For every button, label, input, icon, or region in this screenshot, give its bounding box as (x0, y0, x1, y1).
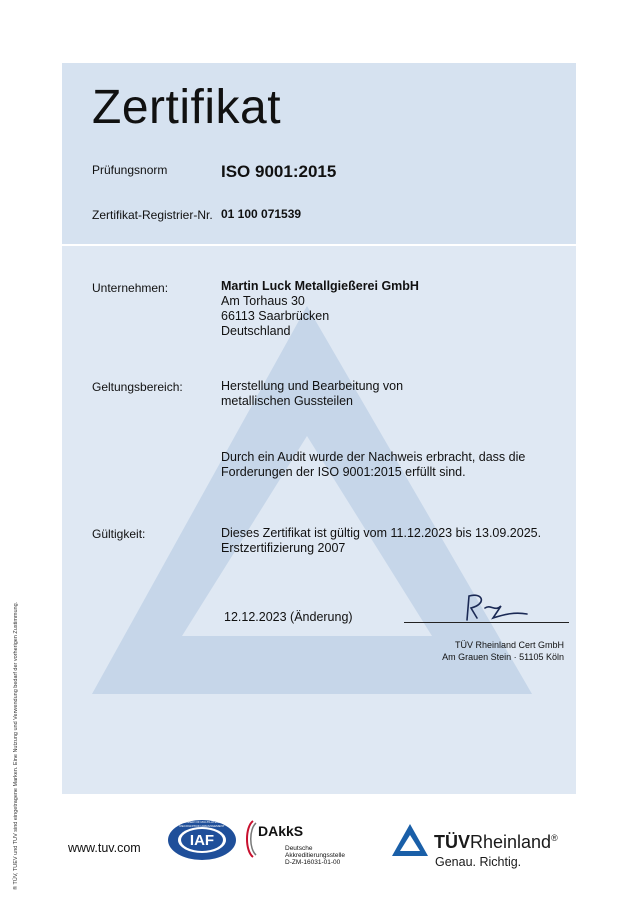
trademark-note: ® TÜV, TUEV und TUV sind eingetragene Marken. Eine Nutzung und Verwendung bedarf der vorherigen Zustimmung. (13, 601, 19, 890)
dakks-line-2: Akkreditierungsstelle (285, 852, 345, 859)
dakks-wordmark: DAkkS (258, 823, 304, 839)
norm-label: Prüfungsnorm (92, 163, 168, 177)
validity-line-2: Erstzertifizierung 2007 (221, 541, 346, 555)
dakks-mark-icon (243, 819, 257, 859)
tuv-rheinland-wordmark (434, 832, 558, 853)
norm-value: ISO 9001:2015 (221, 162, 337, 181)
validity-line-1: Dieses Zertifikat ist gültig vom 11.12.2023 bis 13.09.2025. (221, 526, 542, 540)
company-name: Martin Luck Metallgießerei GmbH (221, 279, 419, 293)
company-country: Deutschland (221, 324, 291, 338)
issuer-address: Am Grauen Stein · 51105 Köln (442, 652, 564, 662)
website-link[interactable]: www.tuv.com (68, 841, 141, 855)
dakks-logo (243, 819, 353, 869)
tuv-brand-bold: TÜV (434, 832, 470, 852)
tuv-slogan: Genau. Richtig. (435, 855, 522, 869)
signature (455, 590, 535, 624)
tuv-triangle-icon (391, 823, 429, 857)
issuer-name: TÜV Rheinland Cert GmbH (454, 640, 564, 650)
scope-line-1: Herstellung und Bearbeitung von (221, 379, 404, 393)
audit-line-1: Durch ein Audit wurde der Nachweis erbracht, dass die (221, 450, 526, 464)
company-street: Am Torhaus 30 (221, 294, 305, 308)
tuv-registered-mark: ® (551, 833, 558, 843)
iaf-logo (167, 819, 237, 861)
dakks-line-3: D-ZM-16031-01-00 (285, 859, 341, 866)
registration-label: Zertifikat-Registrier-Nr. (92, 208, 213, 222)
audit-line-2: Forderungen der ISO 9001:2015 erfüllt sind. (221, 465, 466, 479)
company-label: Unternehmen: (92, 281, 169, 295)
validity-label: Gültigkeit: (92, 527, 146, 541)
iaf-ring-text: MEMBER OF MULTILATERAL RECOGNITION ARRANGEMENT (179, 820, 225, 828)
scope-label: Geltungsbereich: (92, 380, 183, 394)
signature-line (404, 622, 569, 623)
iaf-logo-text: IAF (189, 832, 215, 849)
tuv-brand-rest: Rheinland (470, 832, 552, 852)
dakks-line-1: Deutsche (285, 845, 313, 852)
certificate-title: Zertifikat (92, 81, 282, 134)
company-city: 66113 Saarbrücken (221, 309, 330, 323)
tuv-watermark-triangle (62, 246, 576, 794)
issue-date: 12.12.2023 (Änderung) (224, 610, 353, 624)
scope-line-2: metallischen Gussteilen (221, 394, 354, 408)
body-panel (62, 246, 576, 794)
registration-number: 01 100 071539 (221, 207, 302, 221)
